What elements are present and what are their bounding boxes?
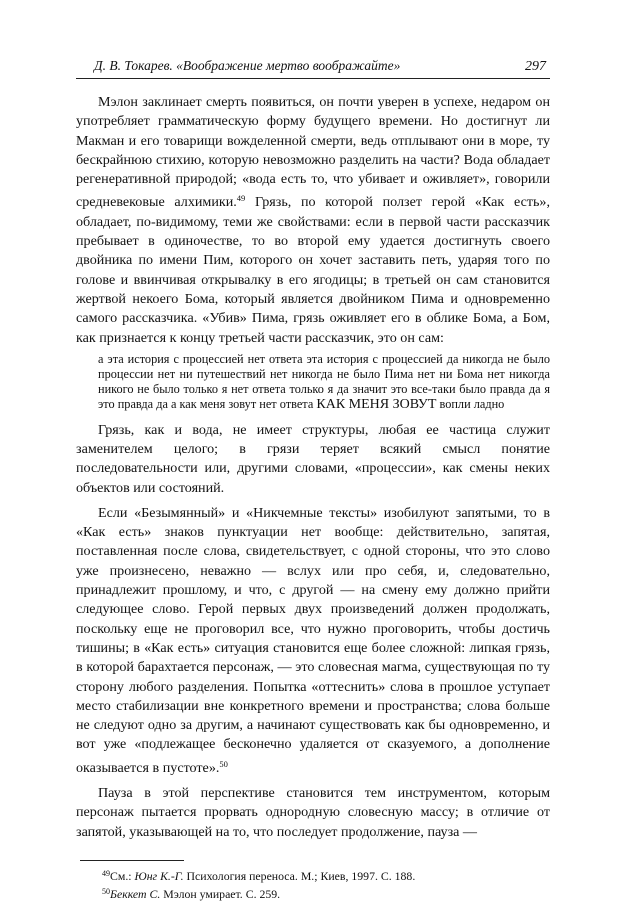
footnote-author: Беккет С. [110, 886, 161, 901]
paragraph-1-text: Мэлон заклинает смерть появиться, он почти уверен в успехе, недаром он употребляет грамматическую форму будущего времени. Но достигнут ли Макман и его товарищи вожделенной смерти, ведь отплывают они в море, ту бескрайнюю стихию, которую невозможно разделить на части? Вода обладает регенеративной природой; «вода есть то, что убивает и оживляет», говорили средневековые алхимики. [76, 94, 550, 211]
running-header [76, 58, 550, 79]
quote-end: вопли ладно [436, 397, 505, 412]
footnote-number: 49 [102, 868, 110, 878]
page-number: 297 [525, 59, 546, 74]
footnotes [76, 866, 550, 902]
paragraph-1-continuation: Грязь, по которой ползет герой «Как есть», обладает, по-видимому, теми же свойствами: если в первой части рассказчик пребывает в одиночестве, то во второй ему удается достигнуть своего двойника по имени Пим, которого он хочет заставить петь, ударяя того по голове и ввинчивая открывалку в его ягодицы; в третьей он сам становится жертвой некоего Бома, который является двойником Пима и одновременно самого рассказчика. «Убив» Пима, грязь оживляет его в облике Бома, а Бом, как признается к концу третьей части рассказчик, это он сам: [76, 194, 550, 346]
paragraph-1 [76, 93, 550, 348]
footnote-divider [80, 860, 184, 861]
paragraph-3 [76, 504, 550, 778]
footnote-number: 50 [102, 886, 110, 896]
paragraph-2: Грязь, как и вода, не имеет структуры, любая ее частица служит заменителем целого; в грязи теряет всякий смысл понятие последовательности или, другими словами, «процессии», как смены неких объектов или состояний. [76, 421, 550, 496]
quote-caps: КАК МЕНЯ ЗОВУТ [316, 397, 437, 413]
footnote-50: $^{50}$Беккет С. Мэлон умирает. С. 259. [102, 886, 281, 901]
footnote-author: Юнг К.-Г. [134, 868, 184, 883]
running-title: Д. В. Токарев. «Воображение мертво воображайте» [94, 58, 401, 73]
paragraph-4: Пауза в этой перспективе становится тем инструментом, которым персонаж пытается прорвать однородную словесную массу; в отличие от запятой, указывающей на то, что последует продолжение, пауза — [76, 785, 550, 840]
quote-text: а эта история с процессией нет ответа эта история с процессией да никогда не было процессии нет ни путешествий нет никогда не было Пима нет ни Бома нет никогда никого не было только я нет ответа только я да значит это все-таки было правда да я это правда да а как меня зовут нет ответа [98, 351, 550, 412]
book-page [76, 58, 550, 902]
footnote-ref-50[interactable]: 50 [219, 758, 228, 769]
footnote-ref-49[interactable]: 49 [236, 193, 246, 204]
block-quote [98, 352, 550, 413]
main-text [76, 93, 550, 842]
footnote-49: $^{49}$См.: Юнг К.-Г. Психология переноса. М.; Киев, 1997. С. 188. [102, 868, 416, 883]
paragraph-3-text: Если «Безымянный» и «Никчемные тексты» изобилуют запятыми, то в «Как есть» знаков пунктуации нет вообще: действительно, запятая, поставленная после слова, свидетельствует, с одной стороны, что это слово уже произнесено, неважно — вслух или про себя, и, следовательно, принадлежит прошлому, и что, с другой — на смену ему должно прийти следующее слово. Герой первых двух произведений должен продолжать, поскольку еще не проговорил все, что нужно проговорить, чтобы достичь тишины; в «Как есть» ситуация становится еще более сложной: липкая грязь, в которой барахтается персонаж, — это словесная магма, существующая по ту сторону любого разделения. Попытка «оттеснить» слова в прошлое уступает место стабилизации вне конкретного времени и пространства; слова больше не следуют одно за другим, а начинают существовать как бы одновременно, и вот уже «подлежащее бесконечно удаляется от сказуемого, а дополнение оказывается в пустоте». [76, 504, 550, 776]
